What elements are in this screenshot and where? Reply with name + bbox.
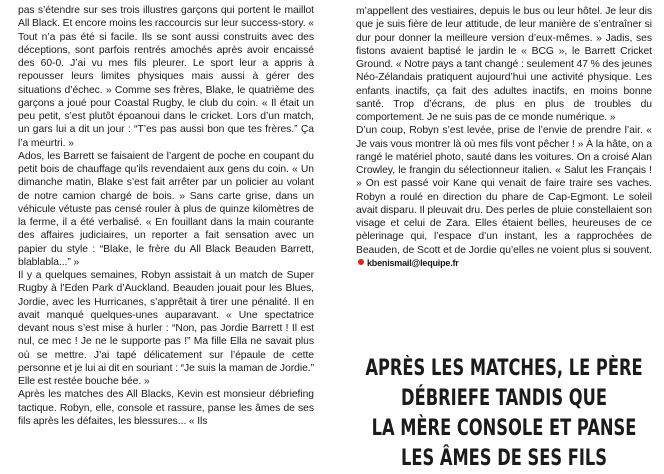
end-bullet-icon (358, 259, 364, 265)
paragraph: Il y a quelques semaines, Robyn assistait à un match de Super Rugby à l’Eden Park d’Auckland. Beauden jouait pour les Blues, Jordie, avec les Hurricanes, s’apprêtait à tirer une pénalité. Il en avait manqué quelques-unes auparavant. « Une spectatrice devant nous s’est mise à hurler : “Non, pas Jordie Barrett ! Il est nul, ce mec ! Je ne le supporte pas !” Ma fille Ella ne savait plus où se mettre. J’ai tapé délicatement sur l’épaule de cette personne et je lui ai dit en souriant : “Je suis la maman de Jordie.” Elle est restée bouche bée. » (18, 270, 314, 387)
paragraph-text: D’un coup, Robyn s’est levée, prise de l’envie de prendre l’air. « Je vais vous montrer là où mes fils vont pêcher ! » À la hâte, on a rangé le matériel photo, sauté dans les voitures. On a croisé Alan Crowley, le frangin du sélectionneur italien. « Salut les Français ! » On est passé voir Kane qui venait de faire traire ses vaches. Robyn a roulé en direction du phare de Cap-Egmont. Le soleil avait disparu. Il pleuvait dru. Des perles de pluie constellaient son visage et celui de Zara. Elles étaient belles, heureuses de ce pèlerinage qui, l’espace d’un instant, les a rapprochées de Beauden, de Scott et de Jordie qu’elles ne voient plus si souvent. (356, 125, 652, 256)
paragraph: m’appellent des vestiaires, depuis le bus ou leur hôtel. Je leur dis que je suis fière de leur attitude, de leur manière de s’entraîner si dur pour donner la meilleure version d’eux-mêmes. » Jadis, ses fistons avaient baptisé le jardin le « BCG », le Barrett Cricket Ground. « Notre pays a tant changé : seulement 47 % des jeunes Néo-Zélandais pratiquent aujourd’hui une activité physique. Les enfants inactifs, ça fait des adultes inactifs, en moins bonne santé. Trop d’écrans, de plus en plus de troubles du comportement. Je ne suis pas de ce monde numérique. » (356, 6, 652, 123)
pull-quote-line: APRÈS LES MATCHES, LE PÈRE (365, 356, 643, 381)
article-column-right (356, 5, 652, 270)
pull-quote (365, 354, 643, 474)
pull-quote-line: LES ÂMES DE SES FILS (400, 446, 608, 471)
pull-quote-line: LA MÈRE CONSOLE ET PANSE (371, 416, 637, 441)
paragraph: Après les matches des All Blacks, Kevin est monsieur débriefing tactique. Robyn, elle, console et rassure, panse les âmes de ses fils après les défaites, les blessures... « Ils (18, 389, 314, 427)
pull-quote-line: DÉBRIEFE TANDIS QUE (401, 386, 607, 411)
paragraph: Ados, les Barrett se faisaient de l’argent de poche en coupant du petit bois de chauffage qu’ils revendaient aux gens du coin. « Un dimanche matin, Blake s’est fait arrêter par un policier au volant de notre camion chargé de bois. » Sans carte grise, dans un véhicule vétuste pas censé rouler à plus de quinze kilomètres de la ferme, il a été verbalisé. « En fouillant dans la main courante des affaires judiciaires, un reporter a fait sensation avec un papier du style : “Blake, le frère du All Black Beauden Barrett, blablabla...” » (18, 150, 314, 268)
article-column-left (18, 4, 314, 428)
author-email: kbenismail@lequipe.fr (367, 257, 459, 268)
paragraph: pas s’étendre sur ses trois illustres garçons qui portent le maillot All Black. Et encore moins les raccourcis sur leur success-story. « Tout n’a pas été si facile. Ils se sont aussi construits avec des déceptions, sont parfois rentrés amochés après avoir encaissé des 60-0. J’ai vu mes fils pleurer. Le sport leur a appris à repousser leurs limites physiques mais aussi à gérer des situations d’échec. » Comme ses frères, Blake, le quatrième des garçons a joué pour Coastal Rugby, le club du coin. « Il était un peu petit, s’est plutôt époanoui dans le cricket. Lors d’un match, un gars lui a dit un jour : “T’es pas aussi bon que tes frères.” Ça l’a meurtri. » (18, 5, 314, 149)
paragraph (356, 124, 652, 270)
